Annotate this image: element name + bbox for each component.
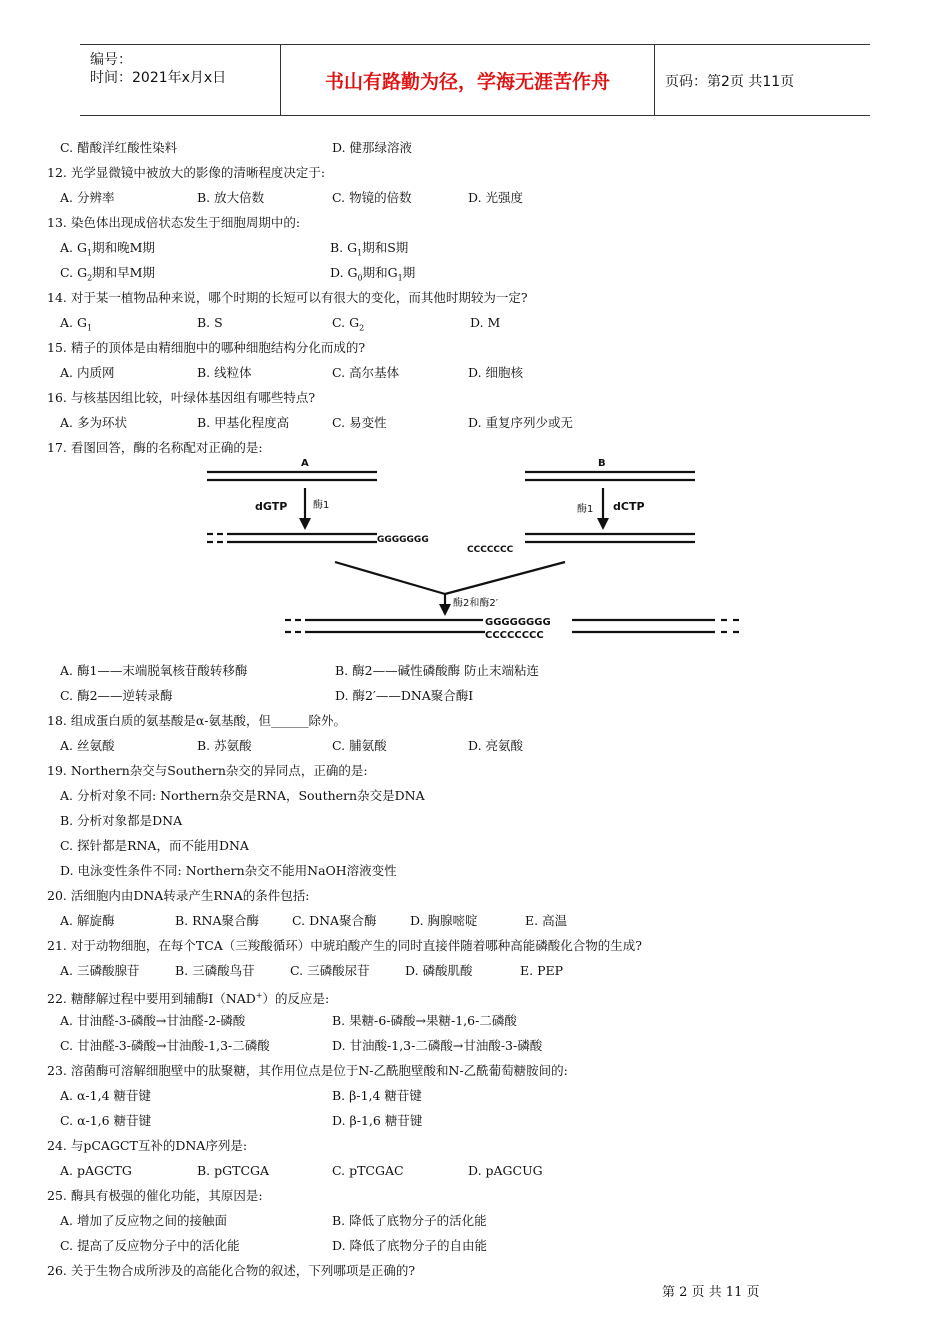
c-tail-label: CCCCCCC: [467, 545, 514, 555]
q21-option-d: D. 磷酸肌酸: [405, 963, 473, 978]
header-meta-cell: [80, 45, 281, 115]
q18-option-a: A. 丝氨酸: [60, 738, 115, 753]
header-page-cell: [655, 45, 870, 115]
q15-option-a: A. 内质网: [60, 365, 115, 380]
q17-option-c: C. 酶2——逆转录酶: [60, 688, 173, 703]
q17-option-b: B. 酶2——碱性磷酸酶 防止末端粘连: [335, 663, 540, 678]
header-motto-cell: [281, 45, 655, 115]
q23-option-a: A. α-1,4 糖苷键: [60, 1088, 151, 1103]
q12-option-b: B. 放大倍数: [197, 190, 265, 205]
enzyme1-left-label: 酶1: [313, 500, 330, 511]
q20-option-c: C. DNA聚合酶: [292, 913, 377, 928]
q14-option-c: C. $G_2$: [332, 315, 365, 333]
dgtp-label: dGTP: [255, 500, 288, 513]
q13-option-c: C. $G_2$期和早M期: [60, 265, 155, 283]
q21-option-c: C. 三磷酸尿苷: [290, 963, 370, 978]
q19-option-a: A. 分析对象不同: Northern杂交是RNA，Southern杂交是DNA: [60, 788, 425, 803]
q22-option-b: B. 果糖-6-磷酸→果糖-1,6-二磷酸: [332, 1013, 517, 1028]
q13-option-d: D. $G_0$期和$G_1$期: [330, 265, 416, 283]
q20-option-a: A. 解旋酶: [60, 913, 115, 928]
page-label: 页码：第2页 共11页: [665, 74, 795, 90]
q15-option-d: D. 细胞核: [468, 365, 524, 380]
q17-option-d: D. 酶2′——DNA聚合酶Ⅰ: [335, 688, 474, 703]
q18-option-c: C. 脯氨酸: [332, 738, 387, 753]
q25-option-a: A. 增加了反应物之间的接触面: [60, 1213, 227, 1228]
q23-option-d: D. β-1,6 糖苷键: [332, 1113, 423, 1128]
q24-option-c: C. pTCGAC: [332, 1163, 404, 1178]
q21-option-b: B. 三磷酸鸟苷: [175, 963, 255, 978]
q20-option-e: E. 高温: [525, 913, 568, 928]
q14-option-d: D. M: [470, 315, 501, 330]
q22-stem: 22. 糖酵解过程中要用到辅酶Ⅰ（NAD+）的反应是:: [47, 991, 330, 1007]
q21-stem: 21. 对于动物细胞，在每个TCA（三羧酸循环）中琥珀酸产生的同时直接伴随着哪种高能磷酸化合物的生成?: [47, 938, 642, 953]
q15-stem: 15. 精子的顶体是由精细胞中的哪种细胞结构分化而成的?: [47, 340, 366, 355]
q25-option-b: B. 降低了底物分子的活化能: [332, 1213, 487, 1228]
q15-option-b: B. 线粒体: [197, 365, 252, 380]
g-final-label: GGGGGGGG: [485, 617, 551, 628]
motto: 书山有路勤为径，学海无涯苦作舟: [324, 71, 610, 93]
q16-option-a: A. 多为环状: [60, 415, 127, 430]
q23-option-b: B. β-1,4 糖苷键: [332, 1088, 422, 1103]
q12-option-a: A. 分辨率: [60, 190, 115, 205]
q16-stem: 16. 与核基因组比较，叶绿体基因组有哪些特点?: [47, 390, 316, 405]
q23-option-c: C. α-1,6 糖苷键: [60, 1113, 152, 1128]
enzyme-diagram-svg: [205, 452, 745, 652]
q20-option-d: D. 胸腺嘧啶: [410, 913, 478, 928]
label-b: B: [598, 458, 606, 469]
code-label: 编号：: [90, 52, 132, 68]
q12-option-c: C. 物镜的倍数: [332, 190, 412, 205]
q25-option-d: D. 降低了底物分子的自由能: [332, 1238, 488, 1253]
q16-option-d: D. 重复序列少或无: [468, 415, 574, 430]
q12-stem: 12. 光学显微镜中被放大的影像的清晰程度决定于:: [47, 165, 326, 180]
q15-option-c: C. 高尔基体: [332, 365, 400, 380]
q18-option-b: B. 苏氨酸: [197, 738, 252, 753]
q21-option-a: A. 三磷酸腺苷: [60, 963, 140, 978]
q22-option-d: D. 甘油酸-1,3-二磷酸→甘油酸-3-磷酸: [332, 1038, 543, 1053]
q24-stem: 24. 与pCAGCT互补的DNA序列是:: [47, 1138, 248, 1153]
q17-option-a: A. 酶1——末端脱氧核苷酸转移酶: [60, 663, 248, 678]
q23-stem: 23. 溶菌酶可溶解细胞壁中的肽聚糖，其作用位点是位于N-乙酰胞壁酸和N-乙酰葡萄糖胺间的:: [47, 1063, 568, 1078]
page-header: [80, 44, 870, 116]
q17-stem: 17. 看图回答，酶的名称配对正确的是:: [47, 440, 263, 455]
q25-option-c: C. 提高了反应物分子中的活化能: [60, 1238, 240, 1253]
q18-stem: 18. 组成蛋白质的氨基酸是α-氨基酸，但______除外。: [47, 713, 347, 728]
q13-option-b: B. $G_1$期和S期: [330, 240, 409, 258]
enzyme-diagram: [205, 452, 745, 652]
q24-option-b: B. pGTCGA: [197, 1163, 270, 1178]
q13-option-a: A. $G_1$期和晚M期: [60, 240, 155, 258]
enzyme2-label: 酶2和酶2′: [453, 598, 498, 609]
q20-option-b: B. RNA聚合酶: [175, 913, 260, 928]
q11-option-c: C. 醋酸洋红酸性染料: [60, 140, 178, 155]
q26-stem: 26. 关于生物合成所涉及的高能化合物的叙述，下列哪项是正确的?: [47, 1263, 416, 1278]
dctp-label: dCTP: [613, 500, 645, 513]
q14-option-b: B. S: [197, 315, 223, 330]
c-final-label: CCCCCCCC: [485, 630, 544, 641]
q16-option-b: B. 甲基化程度高: [197, 415, 290, 430]
enzyme1-right-label: 酶1: [577, 504, 594, 515]
label-a: A: [301, 458, 309, 469]
q16-option-c: C. 易变性: [332, 415, 387, 430]
q14-stem: 14. 对于某一植物品种来说，哪个时期的长短可以有很大的变化，而其他时期较为一定?: [47, 290, 528, 305]
q12-option-d: D. 光强度: [468, 190, 524, 205]
q24-option-a: A. pAGCTG: [60, 1163, 132, 1178]
g-tail-label: GGGGGGG: [377, 535, 429, 545]
q20-stem: 20. 活细胞内由DNA转录产生RNA的条件包括:: [47, 888, 310, 903]
q19-stem: 19. Northern杂交与Southern杂交的异同点，正确的是:: [47, 763, 368, 778]
q21-option-e: E. PEP: [520, 963, 564, 978]
q19-option-b: B. 分析对象都是DNA: [60, 813, 183, 828]
q14-option-a: A. $G_1$: [60, 315, 93, 333]
time-label: 时间：2021年x月x日: [90, 70, 227, 86]
q18-option-d: D. 亮氨酸: [468, 738, 524, 753]
q25-stem: 25. 酶具有极强的催化功能，其原因是:: [47, 1188, 263, 1203]
q19-option-d: D. 电泳变性条件不同: Northern杂交不能用NaOH溶液变性: [60, 863, 397, 878]
q24-option-d: D. pAGCUG: [468, 1163, 543, 1178]
q11-option-d: D. 健那绿溶液: [332, 140, 413, 155]
q13-stem: 13. 染色体出现成倍状态发生于细胞周期中的:: [47, 215, 301, 230]
q22-option-a: A. 甘油醛-3-磷酸→甘油醛-2-磷酸: [60, 1013, 246, 1028]
q19-option-c: C. 探针都是RNA，而不能用DNA: [60, 838, 249, 853]
page-footer: 第 2 页 共 11 页: [662, 1285, 760, 1300]
q22-option-c: C. 甘油醛-3-磷酸→甘油酸-1,3-二磷酸: [60, 1038, 270, 1053]
